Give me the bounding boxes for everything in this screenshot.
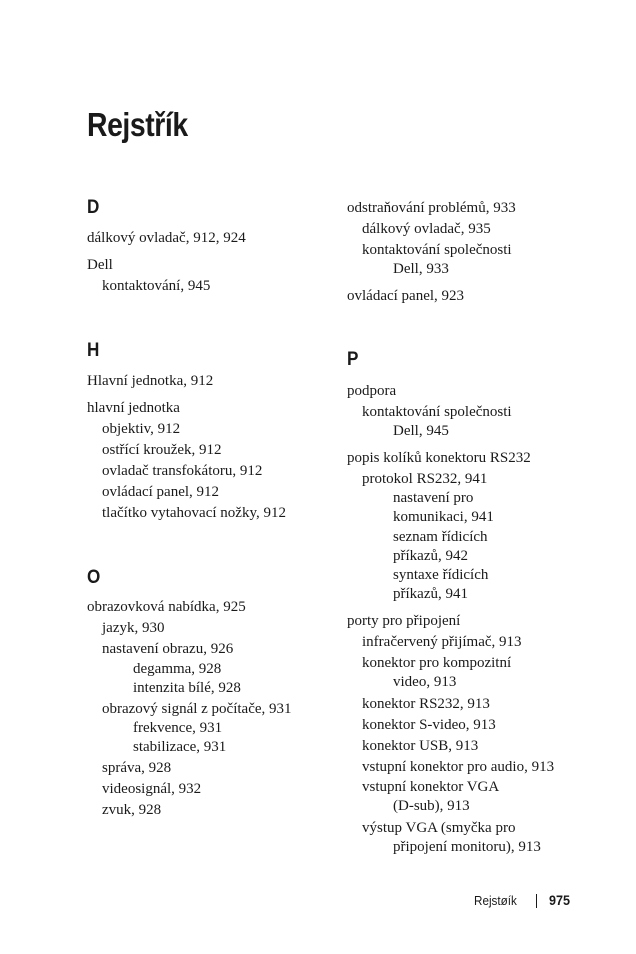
index-subentry: kontaktování společnosti [362, 404, 512, 420]
index-subentry: obrazový signál z počítače, 931 [102, 701, 292, 717]
index-subentry: videosignál, 932 [102, 781, 202, 797]
index-subentry: objektiv, 912 [102, 421, 181, 437]
index-subsubentry: intenzita bílé, 928 [133, 680, 241, 696]
page-number: 975 [549, 892, 571, 908]
index-subsubentry: frekvence, 931 [133, 720, 223, 736]
index-subentry: kontaktování, 945 [102, 278, 211, 294]
index-entry: obrazovková nabídka, 925 [87, 599, 246, 615]
index-entry: dálkový ovladač, 912, 924 [87, 230, 246, 246]
footer-section-label: Rejstøík [474, 893, 517, 908]
index-subentry: nastavení obrazu, 926 [102, 641, 234, 657]
index-subsubentry: video, 913 [393, 674, 457, 690]
index-subentry: konektor S-video, 913 [362, 717, 496, 733]
index-subsubentry: degamma, 928 [133, 661, 222, 677]
index-subentry: vstupní konektor VGA [362, 779, 500, 795]
index-subsubentry: syntaxe řídicích [393, 567, 489, 583]
index-entry: odstraňování problémů, 933 [347, 200, 516, 216]
index-subentry: tlačítko vytahovací nožky, 912 [102, 505, 286, 521]
index-subentry: konektor pro kompozitní [362, 655, 512, 671]
index-subentry: ostřící kroužek, 912 [102, 442, 222, 458]
index-subsubentry: stabilizace, 931 [133, 739, 227, 755]
footer-separator [536, 894, 537, 908]
index-entry: Dell [87, 257, 113, 273]
index-entry: Hlavní jednotka, 912 [87, 373, 214, 389]
index-subentry: infračervený přijímač, 913 [362, 634, 522, 650]
index-subentry: kontaktování společnosti [362, 242, 512, 258]
index-subsubentry: nastavení pro [393, 490, 474, 506]
index-subentry: konektor RS232, 913 [362, 696, 490, 712]
index-subentry: ovládací panel, 912 [102, 484, 220, 500]
index-subsubentry: komunikaci, 941 [393, 509, 494, 525]
index-subentry: ovladač transfokátoru, 912 [102, 463, 263, 479]
index-subsubentry: příkazů, 941 [393, 586, 468, 602]
section-letter-d: D [87, 197, 100, 218]
index-subentry: konektor USB, 913 [362, 738, 479, 754]
index-subsubentry: připojení monitoru), 913 [393, 839, 541, 855]
section-letter-p: P [347, 349, 359, 370]
index-subsubentry: Dell, 933 [393, 261, 449, 277]
index-subsubentry: seznam řídicích [393, 529, 488, 545]
section-letter-h: H [87, 340, 100, 361]
page-title: Rejstřík [87, 106, 188, 143]
index-entry: podpora [347, 383, 397, 399]
index-subentry: správa, 928 [102, 760, 172, 776]
index-subentry: jazyk, 930 [102, 620, 165, 636]
index-subentry: vstupní konektor pro audio, 913 [362, 759, 555, 775]
index-entry: ovládací panel, 923 [347, 288, 465, 304]
index-entry: hlavní jednotka [87, 400, 180, 416]
index-subsubentry: příkazů, 942 [393, 548, 468, 564]
index-subsubentry: (D-sub), 913 [393, 798, 470, 814]
index-subsubentry: Dell, 945 [393, 423, 449, 439]
index-subentry: protokol RS232, 941 [362, 471, 488, 487]
index-subentry: zvuk, 928 [102, 802, 162, 818]
section-letter-o: O [87, 567, 101, 588]
index-entry: popis kolíků konektoru RS232 [347, 450, 531, 466]
index-subentry: dálkový ovladač, 935 [362, 221, 491, 237]
index-entry: porty pro připojení [347, 613, 461, 629]
index-subentry: výstup VGA (smyčka pro [362, 820, 516, 836]
